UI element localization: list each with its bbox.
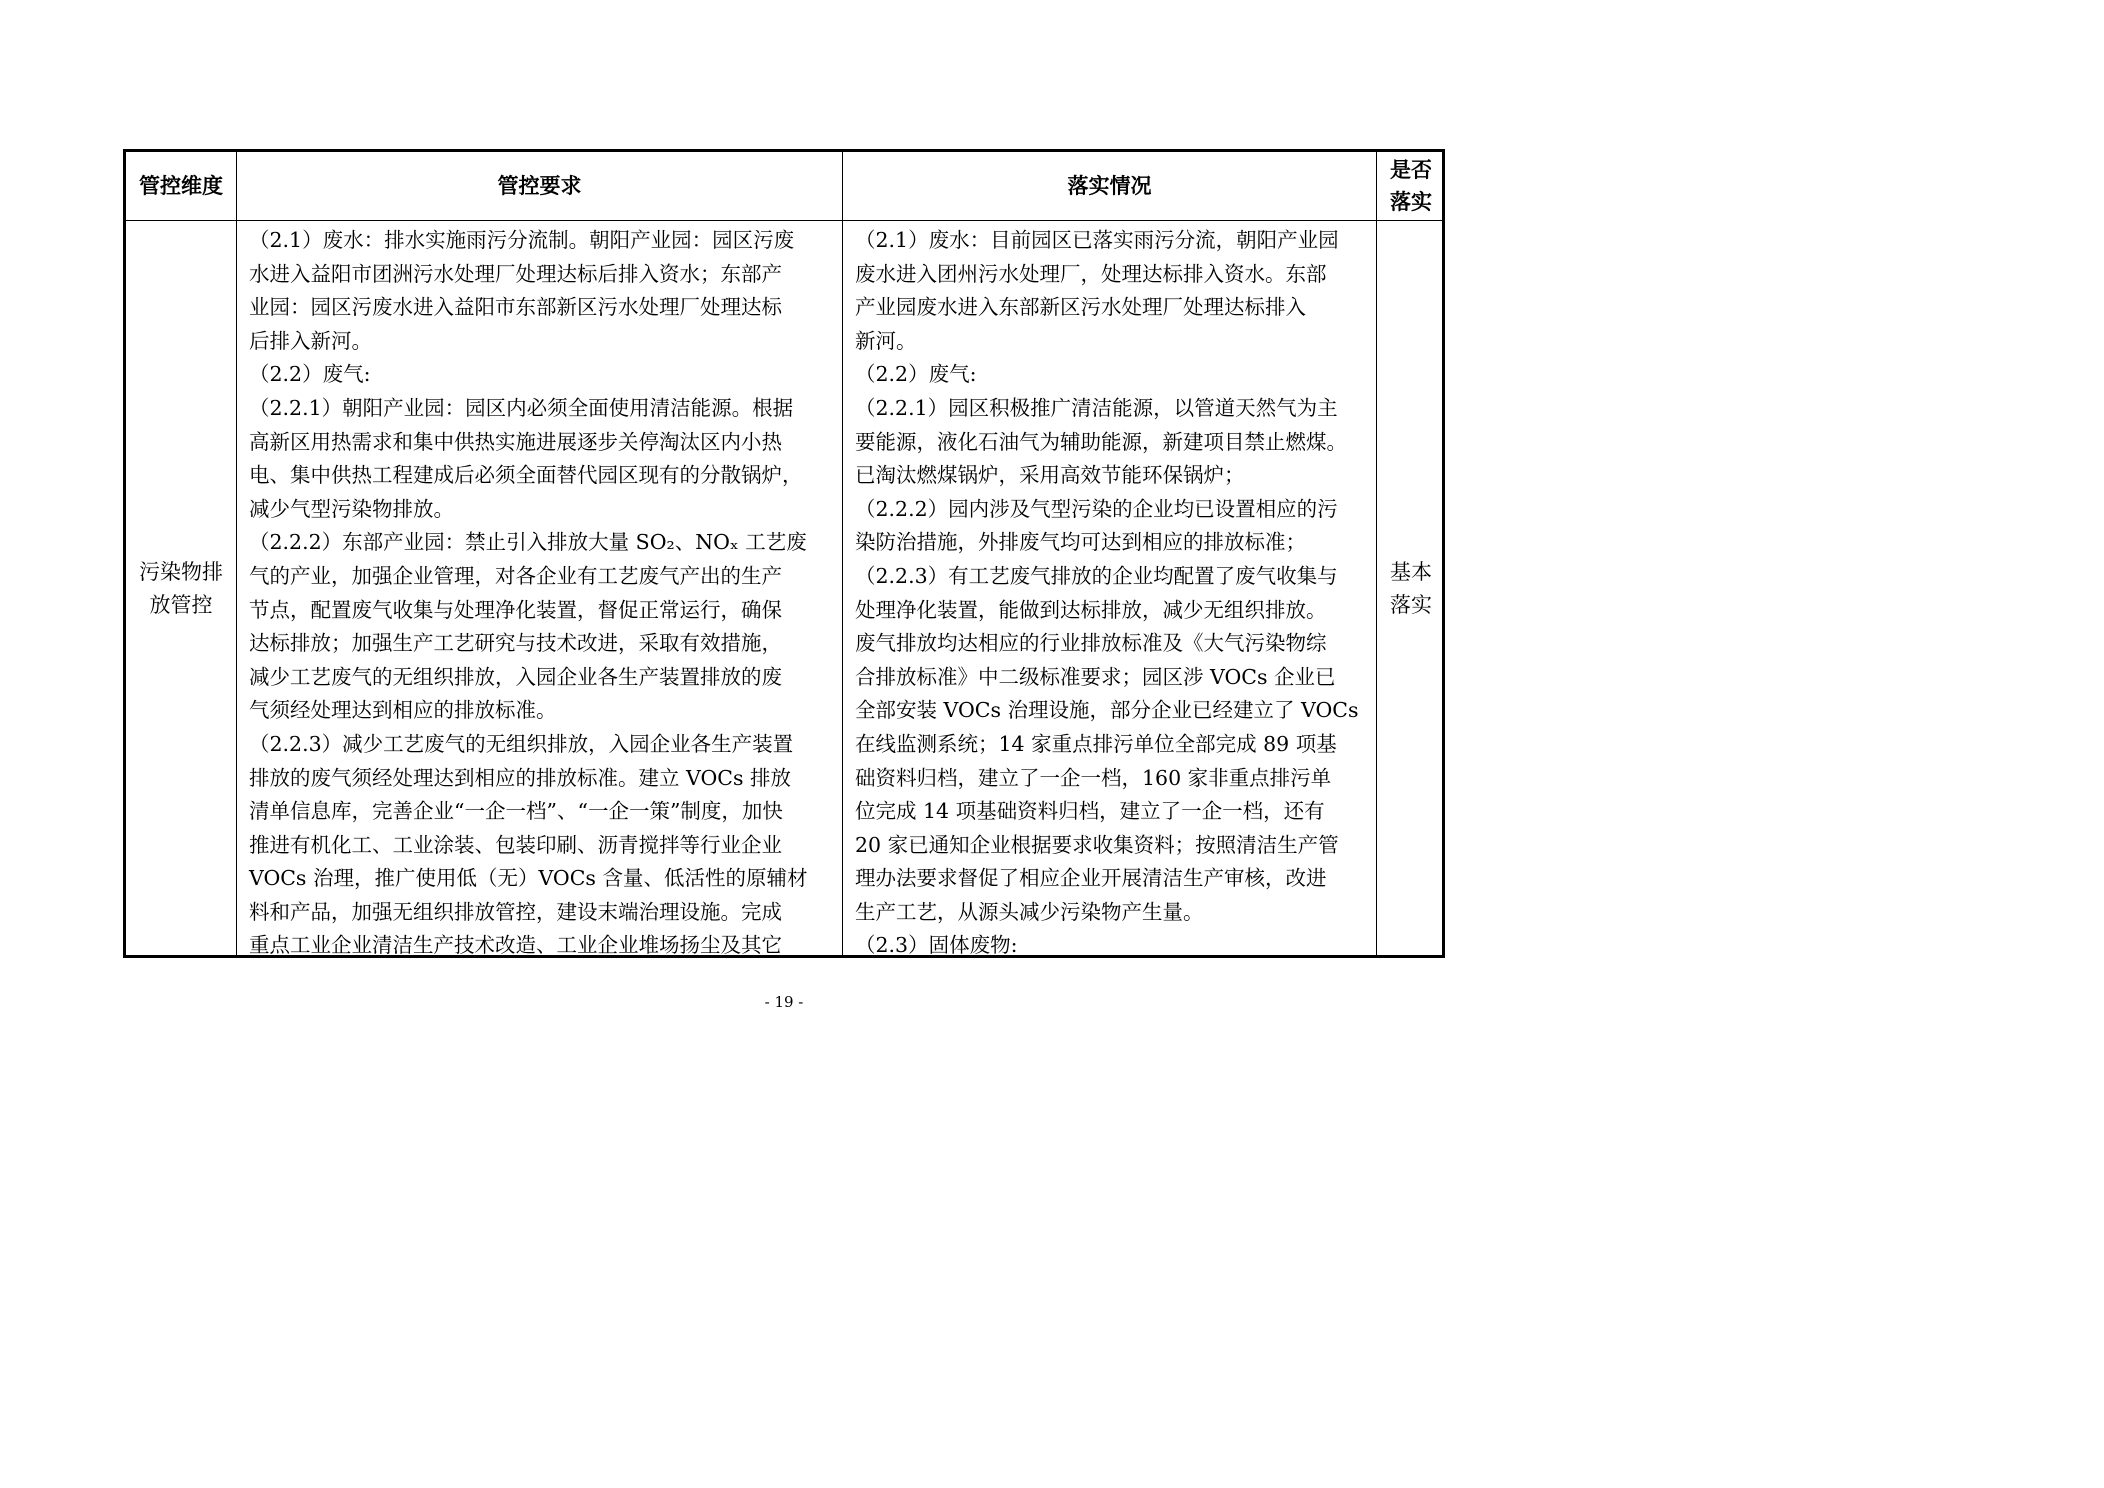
implementation-paragraph: （2.2.2）园内涉及气型污染的企业均已设置相应的污 染防治措施，外排废气均可达到相应的排放标准； [855,496,1338,555]
cell-dimension: 污染物排 放管控 [139,559,223,617]
requirement-paragraph: （2.2.3）减少工艺废气的无组织排放，入园企业各生产装置 排放的废气须经处理达到相应的排放标准。建立 VOCs 排放 清单信息库，完善企业“一企一档”、“一企一策”制度，加快 推进有机化工、工业涂装、包装印刷、沥青搅拌等行业企业 VOCs 治理，推广使用低（无）VOCs 含量、低活性的原辅材 料和产品，加强无组织排放管控，建设末端治理设施。完成 重点工业企业清洁生产技术改造、工业企业堆场扬尘及其它 [249,731,808,958]
implementation-paragraph: （2.2.1）园区积极推广清洁能源，以管道天然气为主 要能源，液化石油气为辅助能源，新建项目禁止燃煤。 已淘汰燃煤锅炉，采用高效节能环保锅炉； [855,395,1347,488]
implementation-paragraph: （2.3）固体废物: [855,933,1018,958]
cell-status: 基本 落实 [1390,559,1432,617]
header-status: 是否 落实 [1390,157,1432,214]
header-implementation: 落实情况 [1067,173,1152,198]
implementation-paragraph: （2.1）废水：目前园区已落实雨污分流，朝阳产业园 废水进入团州污水处理厂，处理达标排入资水。东部 产业园废水进入东部新区污水处理厂处理达标排入 新河。 [855,228,1339,353]
header-dimension: 管控维度 [139,173,223,198]
requirement-paragraph: （2.2）废气: [249,362,371,387]
requirement-paragraph: （2.2.1）朝阳产业园：园区内必须全面使用清洁能源。根据 高新区用热需求和集中供热实施进展逐步关停淘汰区内小热 电、集中供热工程建成后必须全面替代园区现有的分散锅炉， 减少气型污染物排放。 [249,395,803,521]
cell-requirement [249,224,839,963]
requirement-paragraph: （2.1）废水：排水实施雨污分流制。朝阳产业园：园区污废 水进入益阳市团洲污水处理厂处理达标后排入资水；东部产 业园：园区污废水进入益阳市东部新区污水处理厂处理达标 后排入新河。 [249,228,795,353]
header-divider [126,220,1442,221]
control-table [123,149,1445,958]
page-number: - 19 - [764,993,804,1011]
header-requirement: 管控要求 [497,173,582,198]
column-divider [842,152,843,955]
column-divider [236,152,237,955]
implementation-paragraph: （2.2.3）有工艺废气排放的企业均配置了废气收集与 处理净化装置，能做到达标排放，减少无组织排放。 废气排放均达相应的行业排放标准及《大气污染物综 合排放标准》中二级标准要求；园区涉 VOCs 企业已 全部安装 VOCs 治理设施，部分企业已经建立了 VOCs 在线监测系统；14 家重点排污单位全部完成 89 项基 础资料归档，建立了一企一档，160 家非重点排污单 位完成 14 项基础资料归档，建立了一企一档，还有 20 家已通知企业根据要求收集资料；按照清洁生产管 理办法要求督促了相应企业开展清洁生产审核，改进 生产工艺，从源头减少污染物产生量。 [855,563,1359,924]
cell-implementation [855,224,1375,963]
requirement-paragraph: （2.2.2）东部产业园：禁止引入排放大量 SO₂、NOₓ 工艺废 气的产业，加强企业管理，对各企业有工艺废气产出的生产 节点，配置废气收集与处理净化装置，督促正常运行，确保 达标排放；加强生产工艺研究与技术改进，采取有效措施， 减少工艺废气的无组织排放，入园企业各生产装置排放的废 气须经处理达到相应的排放标准。 [249,530,807,723]
implementation-paragraph: （2.2）废气: [855,362,977,387]
